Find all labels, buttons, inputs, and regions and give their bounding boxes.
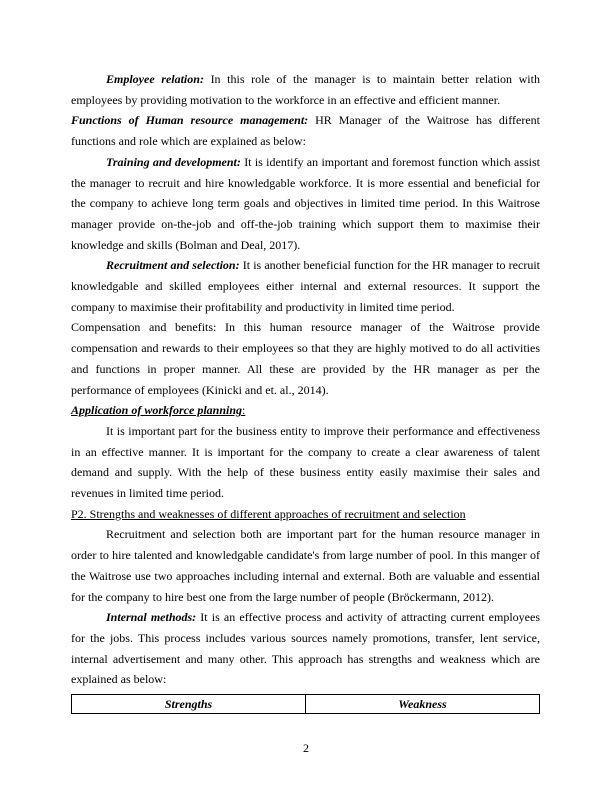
paragraph-text: It is an effective process and activity of attracting current employees for the jobs. This process includes various sources namely promotions, transfer, lent service, internal advertisement and many other. This approach has strengths and weakness which are explained as below: — [71, 610, 541, 687]
section-heading-colon: : — [242, 403, 246, 418]
run-in-heading-employee-relation: Employee relation: — [106, 72, 211, 86]
paragraph-text: It is important part for the business entity to improve their performance and effectiveness in an effective manner. It is important for the company to create a clear awareness of talent demand and supply. With the help of these business entity easily maximise their sales and revenues in limited time period. — [71, 423, 540, 501]
run-in-heading-internal-methods: Internal methods: — [106, 610, 201, 625]
paragraph-functions-hrm — [71, 110, 540, 151]
paragraph-employee-relation — [71, 69, 540, 110]
table-header-row — [72, 695, 540, 714]
page-number: 2 — [303, 741, 309, 755]
paragraph-text: It is another beneficial function for the HR manager to recruit knowledgable and skilled employees either internal and external resources. It support the company to maximise their profitability and productivity in limited time period. — [71, 258, 540, 314]
strengths-weakness-table — [71, 694, 540, 714]
paragraph-text: Compensation and benefits: In this human resource manager of the Waitrose provide compensation and rewards to their employees so that they are highly motived to do all activities and functions in proper manner. All these are provided by the HR manager as per the performance of employees (Kinicki and et. al., 2014). — [71, 320, 540, 397]
paragraph-workforce-planning — [71, 421, 540, 504]
section-heading-p2: P2. Strengths and weaknesses of different approaches of recruitment and selection — [71, 506, 466, 521]
section-heading-title: Application of workforce planning — [71, 403, 243, 418]
section-heading-workforce-planning — [71, 400, 540, 421]
run-in-heading-recruitment-selection: Recruitment and selection: — [106, 258, 243, 273]
run-in-heading-training-development: Training and development: — [106, 154, 245, 169]
page-content — [71, 69, 540, 714]
paragraph-text: In this role of the manager is to maintain better relation with employees by providing motivation to the workforce in an effective and efficient manner. — [71, 72, 540, 107]
run-in-heading-functions-hrm: Functions of Human resource management: — [71, 113, 316, 128]
paragraph-recruitment-both — [71, 524, 540, 607]
paragraph-recruitment-selection — [71, 255, 540, 317]
paragraph-training-development — [71, 152, 540, 256]
table-header-cell-weakness: Weakness — [306, 695, 540, 714]
paragraph-text: It is identify an important and foremost function which assist the manager to recruit and hire knowledgable workforce. It is more essential and beneficial for the company to achieve long term goals and objectives in limited time period. In this Waitrose manager provide on-the-job and off-the-job training which support them to maximise their knowledge and skills (Bolman and Deal, 2017). — [71, 154, 540, 252]
paragraph-text: Recruitment and selection both are important part for the human resource manager in order to hire talented and knowledgable candidate's from large number of pool. In this manger of the Waitrose use two approaches including internal and external. Both are valuable and essential for the company to hire best one from the large number of people (Bröckermann, 2012). — [71, 527, 540, 604]
paragraph-compensation-benefits — [71, 317, 540, 400]
paragraph-internal-methods — [71, 607, 540, 690]
paragraph-text: HR Manager of the Waitrose has different functions and role which are explained as below: — [71, 113, 540, 149]
table-header-cell-strengths: Strengths — [72, 695, 306, 714]
